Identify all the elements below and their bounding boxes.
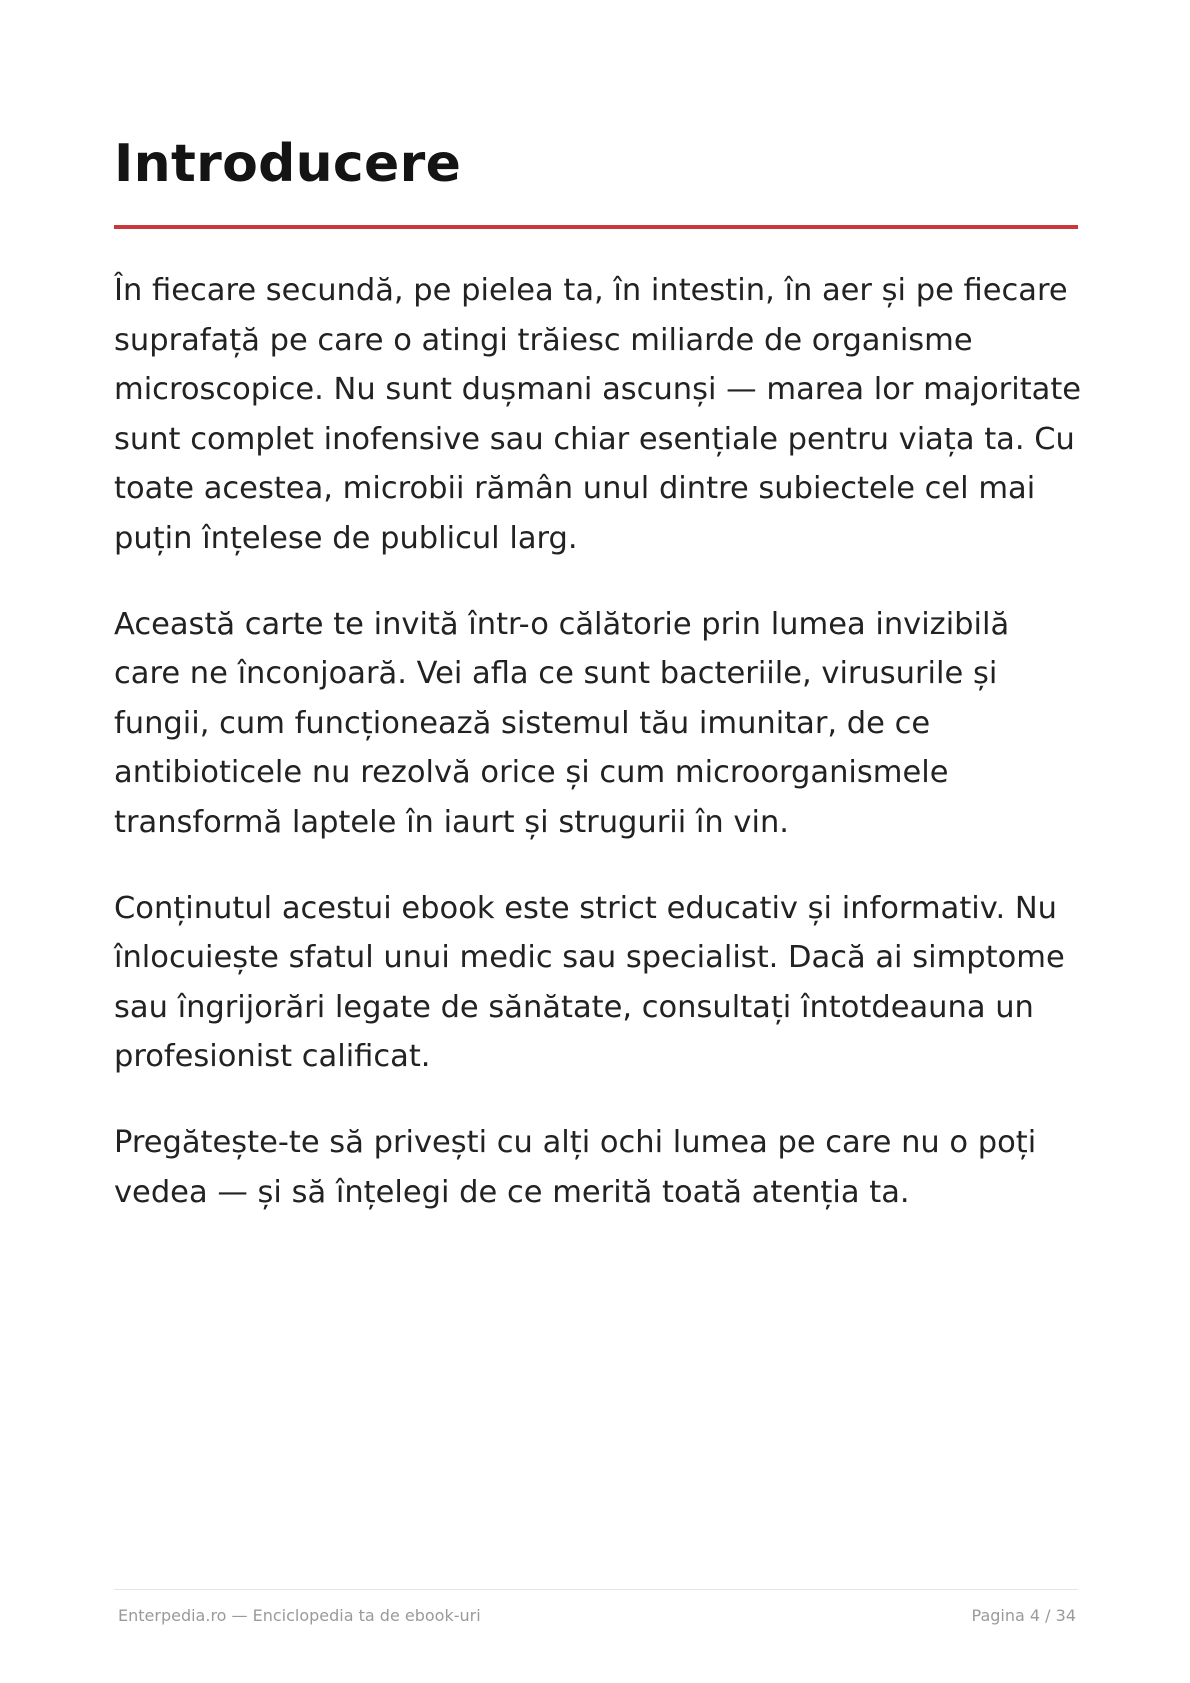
footer-page-number: Pagina 4 / 34 xyxy=(971,1606,1076,1625)
page-title: Introducere xyxy=(114,134,462,194)
footer-site-label: Enterpedia.ro — Enciclopedia ta de ebook-uri xyxy=(118,1606,481,1625)
paragraph: Pregătește-te să privești cu alți ochi lumea pe care nu o poți vedea — și să înțelegi de ce merită toată atenția ta. xyxy=(114,1124,1037,1210)
footer-divider xyxy=(114,1589,1078,1590)
paragraph: În fiecare secundă, pe pielea ta, în intestin, în aer și pe fiecare suprafață pe care o atingi trăiesc miliarde de organisme microscopice. Nu sunt dușmani ascunși — marea lor majoritate sunt complet inofensive sau chiar esențiale pentru viața ta. Cu toate acestea, microbii rămân unul dintre subiectele cel mai puțin înțelese de publicul larg. xyxy=(114,273,1082,556)
body-text xyxy=(114,266,1084,1253)
paragraph: Această carte te invită într-o călătorie prin lumea invizibilă care ne înconjoară. Vei afla ce sunt bacteriile, virusurile și fungii, cum funcționează sistemul tău imunitar, de ce antibioticele nu rezolvă orice și cum microorganismele transformă laptele în iaurt și strugurii în vin. xyxy=(114,606,1010,840)
title-underline-divider xyxy=(114,225,1078,229)
paragraph: Conținutul acestui ebook este strict educativ și informativ. Nu înlocuiește sfatul unui medic sau specialist. Dacă ai simptome sau îngrijorări legate de sănătate, consultați întotdeauna un profesionist calificat. xyxy=(114,890,1065,1075)
